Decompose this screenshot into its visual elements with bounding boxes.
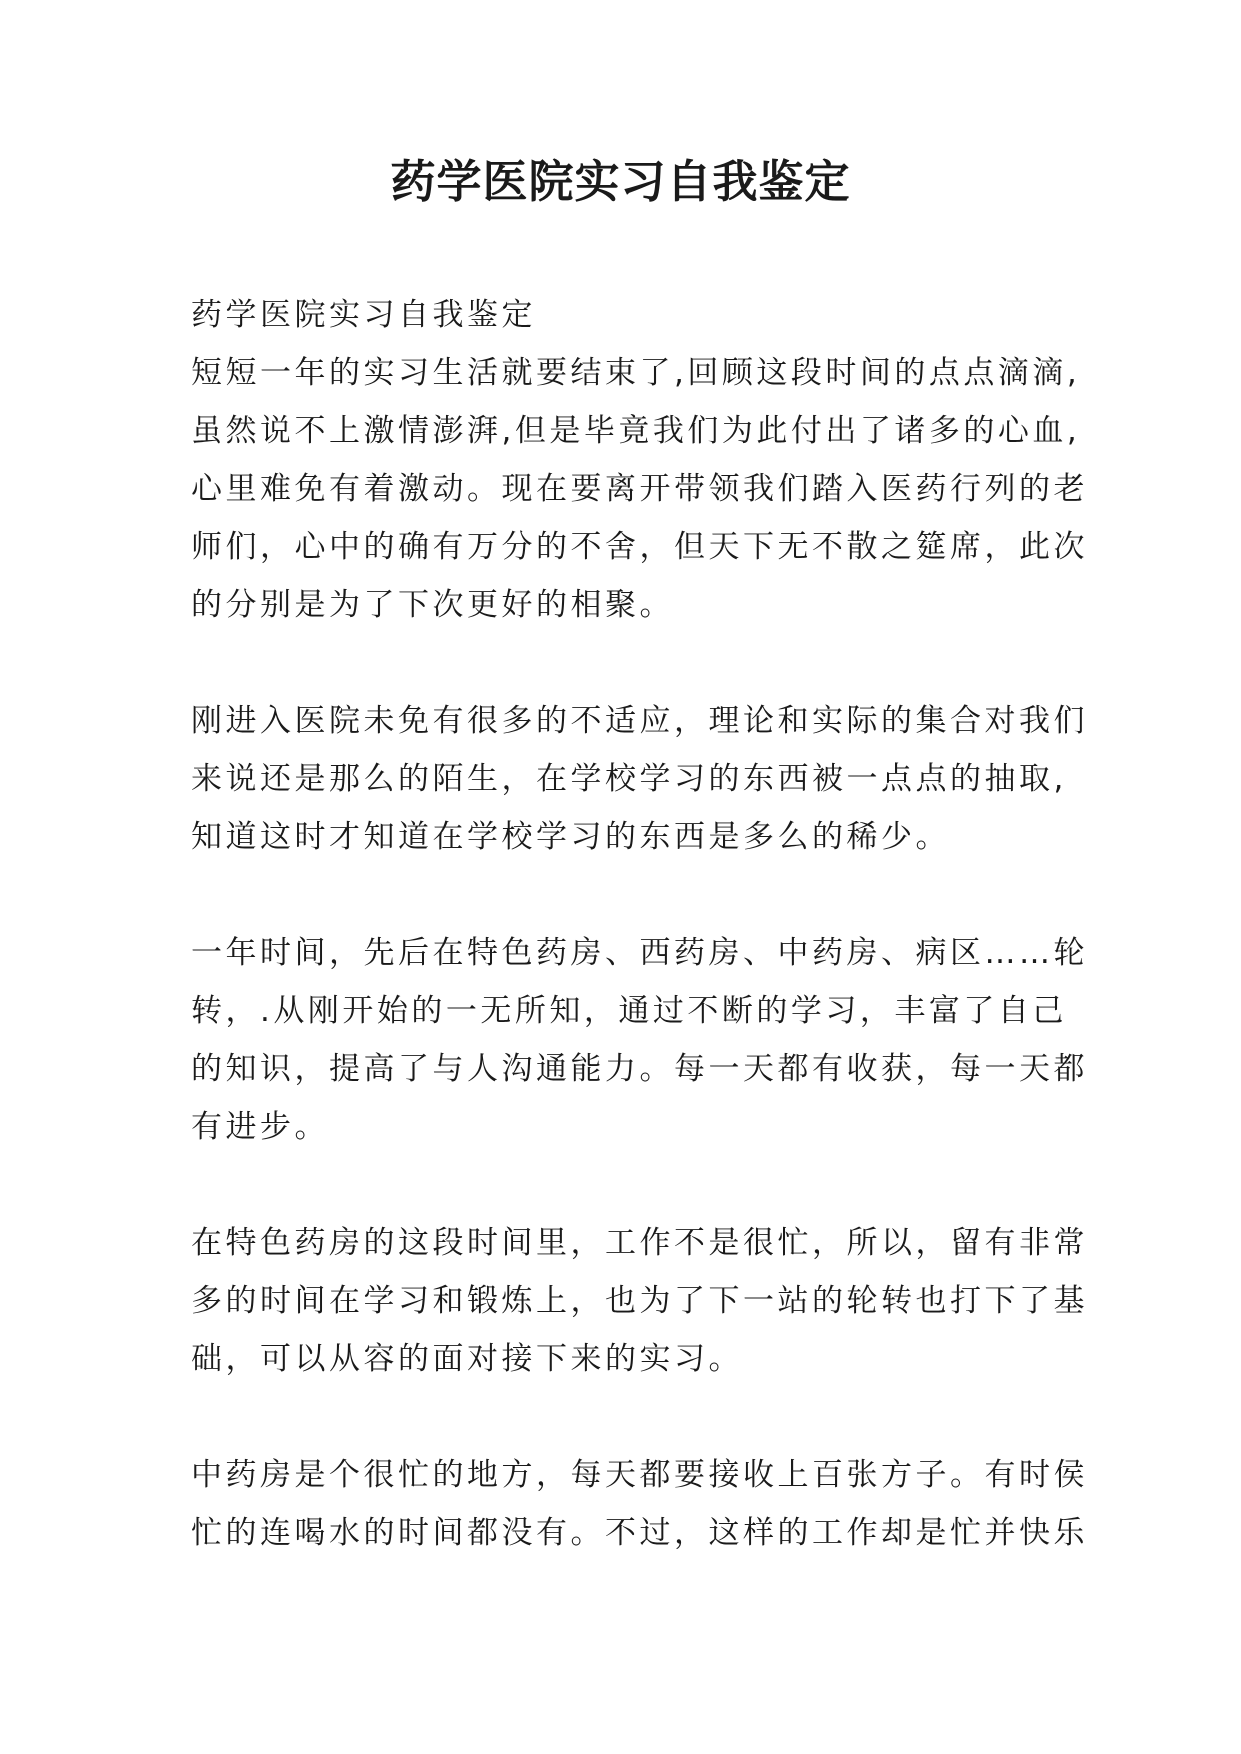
- text-line: 来说还是那么的陌生，在学校学习的东西被一点点的抽取,: [191, 761, 1067, 797]
- paragraph-2: [191, 692, 1088, 866]
- text-line: 有进步。: [191, 1109, 329, 1145]
- text-line: 刚进入医院未免有很多的不适应，理论和实际的集合对我们: [191, 703, 1088, 739]
- paragraph-3: [191, 924, 1088, 1156]
- text-line: 药学医院实习自我鉴定: [191, 297, 536, 333]
- document-body: [191, 286, 1088, 1620]
- paragraph-1: [191, 286, 1088, 634]
- text-line: 一年时间，先后在特色药房、西药房、中药房、病区……轮: [191, 935, 1088, 971]
- text-line: 师们，心中的确有万分的不舍，但天下无不散之筵席，此次: [191, 529, 1088, 565]
- text-line: 心里难免有着激动。现在要离开带领我们踏入医药行列的老: [191, 471, 1088, 507]
- text-line: 的分别是为了下次更好的相聚。: [191, 587, 674, 623]
- paragraph-4: [191, 1214, 1088, 1388]
- document-title: 药学医院实习自我鉴定: [390, 155, 851, 208]
- text-line: 的知识，提高了与人沟通能力。每一天都有收获，每一天都: [191, 1051, 1088, 1087]
- text-line: 多的时间在学习和锻炼上，也为了下一站的轮转也打下了基: [191, 1283, 1088, 1319]
- text-line: 虽然说不上激情澎湃,但是毕竟我们为此付出了诸多的心血,: [191, 413, 1081, 449]
- text-line: 在特色药房的这段时间里，工作不是很忙，所以，留有非常: [191, 1225, 1088, 1261]
- text-line: 忙的连喝水的时间都没有。不过，这样的工作却是忙并快乐: [191, 1515, 1088, 1551]
- text-line: 中药房是个很忙的地方，每天都要接收上百张方子。有时侯: [191, 1457, 1088, 1493]
- text-line: 转，.从刚开始的一无所知，通过不断的学习，丰富了自己: [191, 993, 1067, 1029]
- text-line: 短短一年的实习生活就要结束了,回顾这段时间的点点滴滴,: [191, 355, 1081, 391]
- text-line: 知道这时才知道在学校学习的东西是多么的稀少。: [191, 819, 950, 855]
- paragraph-5: [191, 1446, 1088, 1562]
- text-line: 础，可以从容的面对接下来的实习。: [191, 1341, 743, 1377]
